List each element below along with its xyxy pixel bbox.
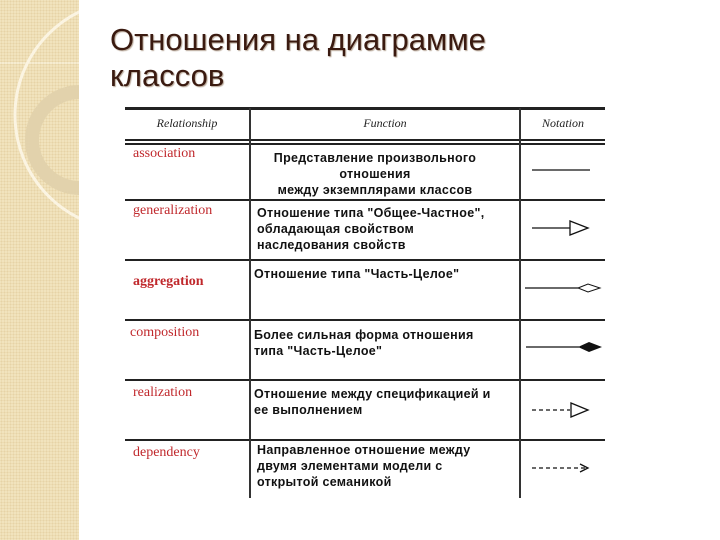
- function-composition: Более сильная форма отношения типа "Часть-Целое": [254, 328, 474, 358]
- relationship-composition: composition: [130, 325, 200, 340]
- function-realization: Отношение между спецификацией и ее выполнением: [254, 387, 491, 417]
- function-generalization: Отношение типа "Общее-Частное", обладающая свойством наследования свойств: [257, 206, 485, 252]
- aggregation-diamond-icon: [522, 260, 607, 320]
- relationship-generalization: generalization: [133, 203, 213, 218]
- relationship-dependency: dependency: [133, 445, 200, 460]
- header-relationship: Relationship: [156, 116, 218, 130]
- column-divider: [519, 108, 521, 498]
- decorative-circles-icon: [0, 0, 79, 540]
- decorative-sidebar: [0, 0, 79, 540]
- relationship-realization: realization: [133, 385, 193, 400]
- header-notation: Notation: [541, 116, 584, 130]
- slide-title: Отношения на диаграмме классов: [110, 22, 486, 93]
- composition-diamond-icon: [522, 320, 607, 380]
- table-border: [125, 107, 605, 110]
- header-function: Function: [363, 116, 407, 130]
- column-divider: [249, 108, 251, 498]
- generalization-arrow-icon: [522, 200, 607, 260]
- relationship-association: association: [133, 146, 196, 161]
- association-line-icon: [522, 140, 607, 200]
- function-aggregation: Отношение типа "Часть-Целое": [254, 267, 460, 281]
- relationship-aggregation: aggregation: [133, 274, 204, 289]
- function-association: Представление произвольного отношения между экземплярами классов: [273, 151, 477, 197]
- function-dependency: Направленное отношение между двумя элементами модели с открытой семаникой: [257, 443, 471, 489]
- dependency-arrow-icon: [522, 440, 607, 500]
- realization-arrow-icon: [522, 380, 607, 440]
